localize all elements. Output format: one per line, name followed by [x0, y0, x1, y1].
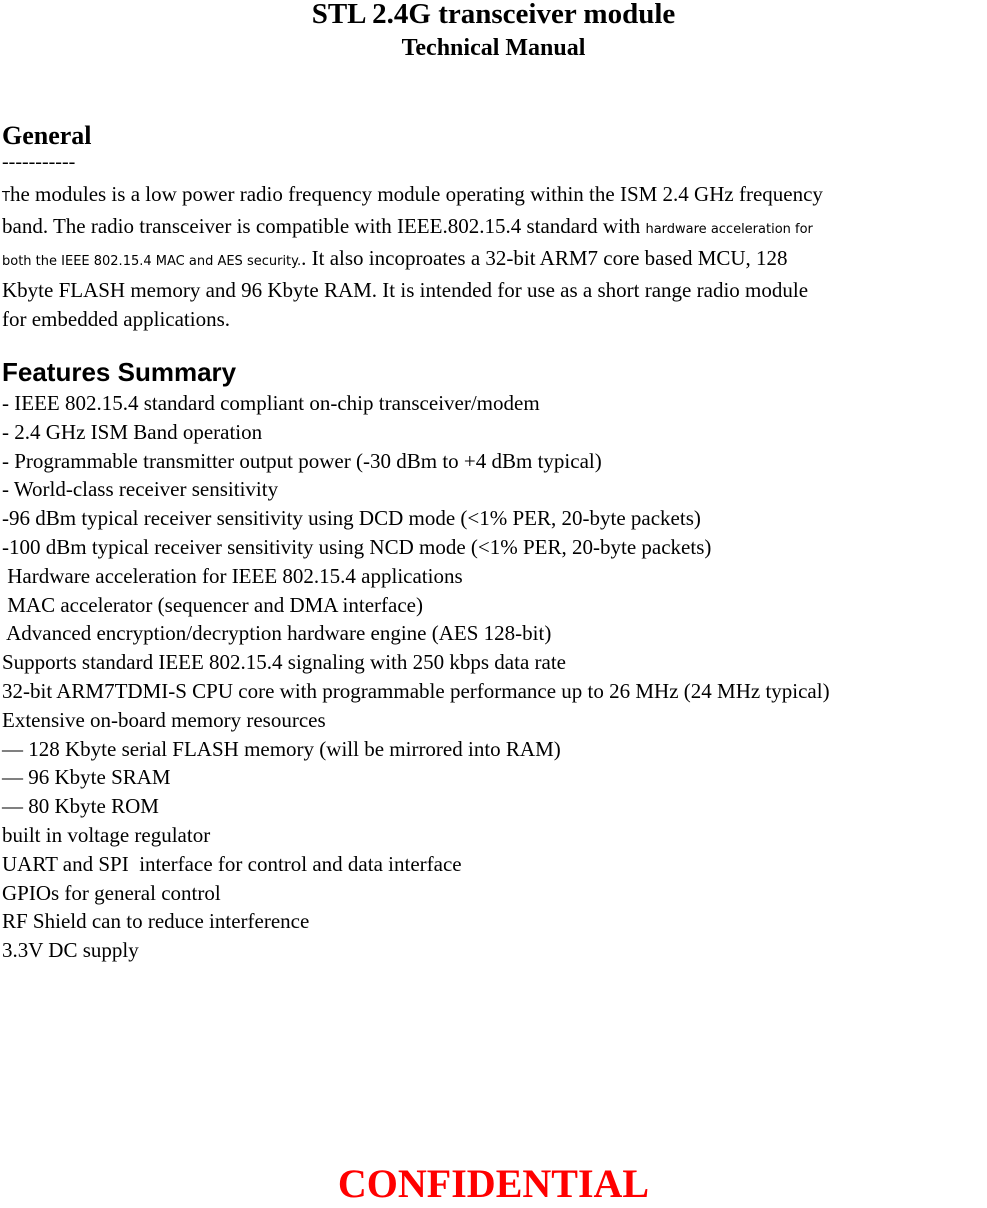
paragraph-text: band. The radio transceiver is compatible with IEEE.802.15.4 standard with: [2, 214, 646, 238]
features-list: [2, 389, 986, 965]
feature-item: Hardware acceleration for IEEE 802.15.4 applications: [2, 563, 463, 588]
general-description-paragraph: [2, 180, 986, 334]
document-subtitle: Technical Manual: [401, 35, 586, 61]
feature-item: GPIOs for general control: [2, 880, 221, 905]
section-heading-features: Features Summary: [2, 357, 237, 387]
paragraph-text: he modules is a low power radio frequency module operating within the ISM 2.4 GHz frequency: [9, 182, 823, 206]
feature-item: UART and SPI interface for control and data interface: [2, 851, 462, 876]
paragraph-sans-text: both the IEEE 802.15.4 MAC and AES security.: [2, 254, 302, 269]
feature-item: -100 dBm typical receiver sensitivity using NCD mode (<1% PER, 20-byte packets): [2, 534, 712, 559]
feature-item: - World-class receiver sensitivity: [2, 477, 279, 502]
paragraph-text: . It also incoproates a 32-bit ARM7 core based MCU, 128: [301, 246, 788, 270]
feature-item: 3.3V DC supply: [2, 938, 139, 963]
feature-item: RF Shield can to reduce interference: [2, 909, 310, 934]
feature-item: Extensive on-board memory resources: [2, 707, 326, 732]
paragraph-line: [2, 180, 986, 212]
feature-item: — 96 Kbyte SRAM: [2, 765, 171, 790]
confidential-footer: CONFIDENTIAL: [337, 1161, 650, 1206]
feature-item: MAC accelerator (sequencer and DMA interface): [2, 592, 423, 617]
paragraph-dropcap: T: [2, 190, 10, 205]
paragraph-sans-text: hardware acceleration for: [645, 222, 813, 237]
paragraph-line: for embedded applications.: [2, 307, 231, 331]
feature-item: - Programmable transmitter output power (-30 dBm to +4 dBm typical): [2, 448, 602, 473]
feature-item: — 80 Kbyte ROM: [2, 794, 159, 819]
feature-item: — 128 Kbyte serial FLASH memory (will be mirrored into RAM): [2, 736, 561, 761]
section-heading-general: General: [2, 121, 92, 150]
feature-item: Supports standard IEEE 802.15.4 signaling with 250 kbps data rate: [2, 650, 566, 675]
paragraph-line: [2, 244, 986, 276]
feature-item: - 2.4 GHz ISM Band operation: [2, 419, 263, 444]
document-title: STL 2.4G transceiver module: [311, 0, 676, 30]
feature-item: Advanced encryption/decryption hardware engine (AES 128-bit): [2, 621, 552, 646]
feature-item: -96 dBm typical receiver sensitivity using DCD mode (<1% PER, 20-byte packets): [2, 506, 701, 531]
feature-item: built in voltage regulator: [2, 822, 211, 847]
heading-underline-rule: -----------: [2, 151, 76, 173]
feature-item: 32-bit ARM7TDMI-S CPU core with programmable performance up to 26 MHz (24 MHz typical): [2, 678, 830, 703]
feature-item: - IEEE 802.15.4 standard compliant on-chip transceiver/modem: [2, 391, 540, 415]
paragraph-line: [2, 212, 986, 244]
paragraph-line: Kbyte FLASH memory and 96 Kbyte RAM. It is intended for use as a short range radio module: [2, 278, 809, 302]
